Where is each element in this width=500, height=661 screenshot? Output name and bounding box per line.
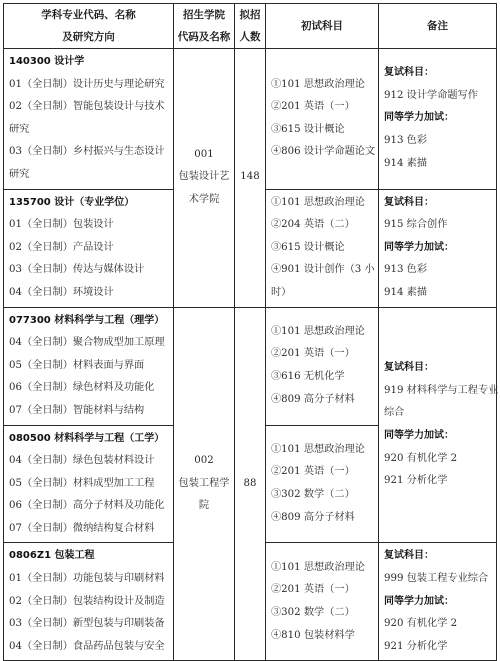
note-heading: 复试科目： [384, 362, 434, 374]
note-heading: 同等学力加试： [384, 595, 454, 607]
exam-item: ①101 思想政治理论 [271, 196, 365, 208]
school-code: 001 [194, 148, 214, 160]
direction-item: 05（全日制）材料成型加工工程 [9, 477, 155, 489]
major-cell [4, 49, 174, 190]
direction-item: 02（全日制）产品设计 [9, 241, 114, 253]
note-heading: 同等学力加试： [384, 112, 454, 124]
school-cell [174, 49, 235, 308]
exam-item: ③616 无机化学 [271, 371, 345, 383]
header-exams: 初试科目 [266, 4, 379, 49]
header-quota-line: 人数 [239, 31, 261, 43]
table-row [4, 307, 497, 425]
major-title: 0806Z1 包装工程 [9, 550, 95, 562]
note-heading: 同等学力加试： [384, 430, 454, 441]
exam-item: ②201 英语（一） [271, 101, 355, 113]
direction-item: 03（全日制）新型包装与印刷装备 [9, 618, 165, 630]
header-major-line: 学科专业代码、名称 [41, 9, 136, 21]
exam-item: ③302 数学（二） [271, 606, 355, 618]
exam-item: ②204 英语（二） [271, 219, 355, 231]
direction-item: 05（全日制）材料表面与界面 [9, 359, 145, 371]
major-title: 140300 设计学 [9, 56, 85, 67]
note-item: 综合 [384, 407, 405, 419]
exam-item: ②201 英语（一） [271, 348, 355, 360]
note-item: 913 色彩 [384, 264, 428, 276]
quota-cell: 148 [235, 49, 266, 308]
admissions-table [3, 3, 497, 661]
note-heading: 复试科目： [384, 196, 434, 208]
note-heading: 同等学力加试： [384, 241, 454, 253]
major-title: 080500 材料科学与工程（工学） [9, 432, 165, 444]
note-heading: 复试科目： [384, 550, 434, 562]
exam-item: ②201 英语（一） [271, 466, 355, 478]
direction-item: 04（全日制）食品药品包装与安全 [9, 640, 165, 652]
direction-item: 04（全日制）聚合物成型加工原理 [9, 337, 165, 349]
header-school-line: 招生学院 [183, 9, 225, 21]
direction-item: 01（全日制）功能包装与印刷材料 [9, 573, 165, 585]
exam-cell [266, 543, 379, 661]
exam-item: ④810 包装材料学 [271, 629, 355, 641]
school-name: 院 [198, 500, 210, 512]
notes-cell [379, 189, 497, 307]
direction-item: 02（全日制）包装结构设计及制造 [9, 595, 165, 607]
direction-item: 07（全日制）微纳结构复合材料 [9, 522, 155, 534]
quota-cell: 88 [235, 307, 266, 661]
note-item: 921 分析化学 [384, 475, 448, 487]
note-item: 999 包装工程专业综合 [384, 573, 489, 585]
exam-cell [266, 189, 379, 307]
major-cell [4, 543, 174, 661]
exam-item: ①101 思想政治理论 [271, 78, 365, 90]
header-school [174, 4, 235, 49]
note-item: 913 色彩 [384, 135, 428, 147]
exam-item: ③615 设计概论 [271, 241, 345, 253]
header-school-line: 代码及名称 [177, 31, 231, 43]
exam-item: ④809 高分子材料 [271, 393, 355, 405]
note-item: 912 设计学命题写作 [384, 89, 478, 101]
direction-item: 06（全日制）高分子材料及功能化 [9, 500, 165, 512]
direction-item: 研究 [9, 168, 30, 180]
header-major-line: 及研究方向 [62, 31, 115, 43]
major-cell [4, 425, 174, 543]
major-title: 135700 设计（专业学位） [9, 196, 135, 208]
major-cell [4, 307, 174, 425]
header-major [4, 4, 174, 49]
header-notes: 备注 [379, 4, 497, 49]
exam-item: ②201 英语（一） [271, 584, 355, 596]
major-title: 077300 材料科学与工程（理学） [9, 314, 165, 326]
direction-item: 04（全日制）环境设计 [9, 286, 114, 298]
direction-item: 01（全日制）设计历史与理论研究 [9, 78, 165, 90]
direction-item: 02（全日制）智能包装设计与技术 [9, 101, 165, 113]
note-item: 921 分析化学 [384, 640, 448, 652]
direction-item: 01（全日制）包装设计 [9, 219, 114, 231]
note-item: 920 有机化学 2 [384, 618, 458, 630]
school-name: 术学院 [188, 194, 220, 206]
exam-item: 时） [271, 286, 292, 298]
school-code: 002 [194, 455, 214, 467]
note-item: 914 素描 [384, 157, 428, 169]
direction-item: 04（全日制）绿色包装材料设计 [9, 455, 155, 467]
header-quota [235, 4, 266, 49]
school-cell [174, 307, 235, 661]
notes-cell [379, 307, 497, 543]
header-quota-line: 拟招 [239, 9, 261, 21]
exam-item: ④806 设计学命题论文 [271, 146, 376, 158]
exam-cell [266, 49, 379, 190]
exam-cell [266, 425, 379, 543]
exam-item: ④901 设计创作（3 小 [271, 264, 375, 276]
school-name: 包装工程学 [178, 477, 230, 489]
direction-item: 研究 [9, 123, 30, 135]
exam-item: ④809 高分子材料 [271, 511, 355, 523]
school-name: 包装设计艺 [178, 171, 230, 183]
note-item: 920 有机化学 2 [384, 452, 458, 464]
direction-item: 03（全日制）传达与媒体设计 [9, 264, 145, 276]
direction-item: 06（全日制）绿色材料及功能化 [9, 382, 155, 394]
exam-item: ③302 数学（二） [271, 488, 355, 500]
notes-cell [379, 543, 497, 661]
header-row [4, 4, 497, 49]
exam-item: ①101 思想政治理论 [271, 325, 365, 337]
exam-cell [266, 307, 379, 425]
major-cell [4, 189, 174, 307]
exam-item: ③615 设计概论 [271, 123, 345, 135]
exam-item: ①101 思想政治理论 [271, 561, 365, 573]
table-row [4, 49, 497, 190]
note-item: 919 材料科学与工程专业 [384, 384, 499, 396]
exam-item: ①101 思想政治理论 [271, 443, 365, 455]
direction-item: 03（全日制）乡村振兴与生态设计 [9, 146, 165, 158]
direction-item: 07（全日制）智能材料与结构 [9, 404, 145, 416]
notes-cell [379, 49, 497, 190]
note-item: 914 素描 [384, 286, 428, 298]
note-item: 915 综合创作 [384, 219, 448, 231]
note-heading: 复试科目： [384, 67, 434, 79]
